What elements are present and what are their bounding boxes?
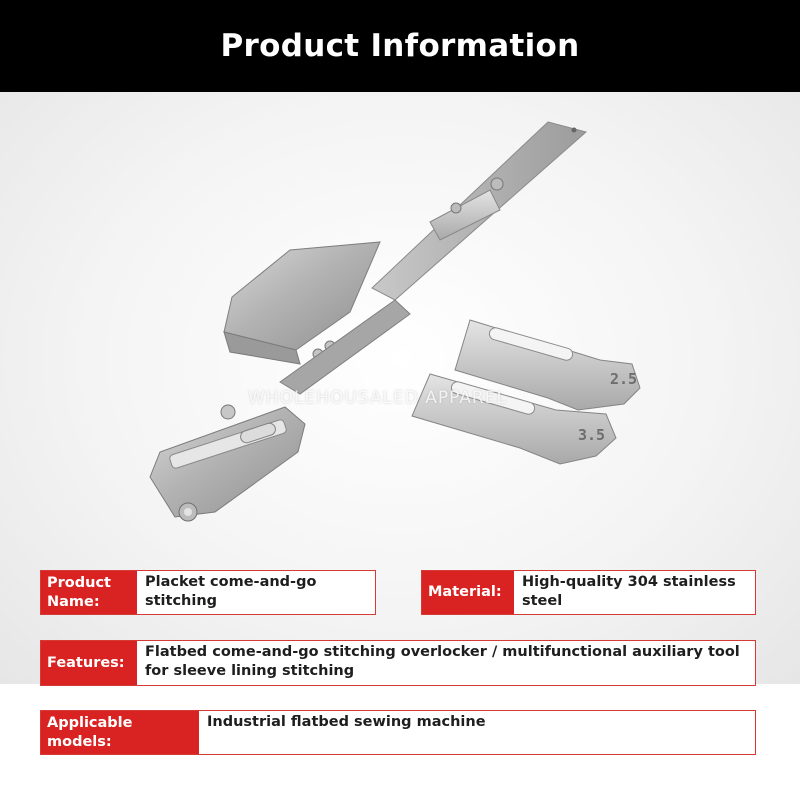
features-label: Features: xyxy=(41,641,137,685)
gauge-label-3-5: 3.5 xyxy=(578,426,606,444)
gauge-label-2-5: 2.5 xyxy=(610,370,638,388)
applicable-models-label: Applicable models: xyxy=(41,711,199,754)
applicable-models-value: Industrial flatbed sewing machine xyxy=(207,714,486,730)
watermark-text: WHOLEHOUSALED APPAREL xyxy=(248,388,507,408)
info-applicable-models xyxy=(40,710,756,755)
product-name-label: Product Name: xyxy=(41,571,137,614)
features-value: Flatbed come-and-go stitching overlocker / multifunctional auxiliary tool for sleeve lining stitching xyxy=(145,644,740,679)
material-value: High-quality 304 stainless steel xyxy=(522,574,736,609)
info-product-name xyxy=(40,570,376,615)
info-material xyxy=(421,570,756,615)
material-label: Material: xyxy=(422,571,514,614)
product-name-value: Placket come-and-go stitching xyxy=(145,574,317,609)
page-header xyxy=(0,0,800,92)
info-features xyxy=(40,640,756,686)
page-title: Product Information xyxy=(220,28,580,64)
